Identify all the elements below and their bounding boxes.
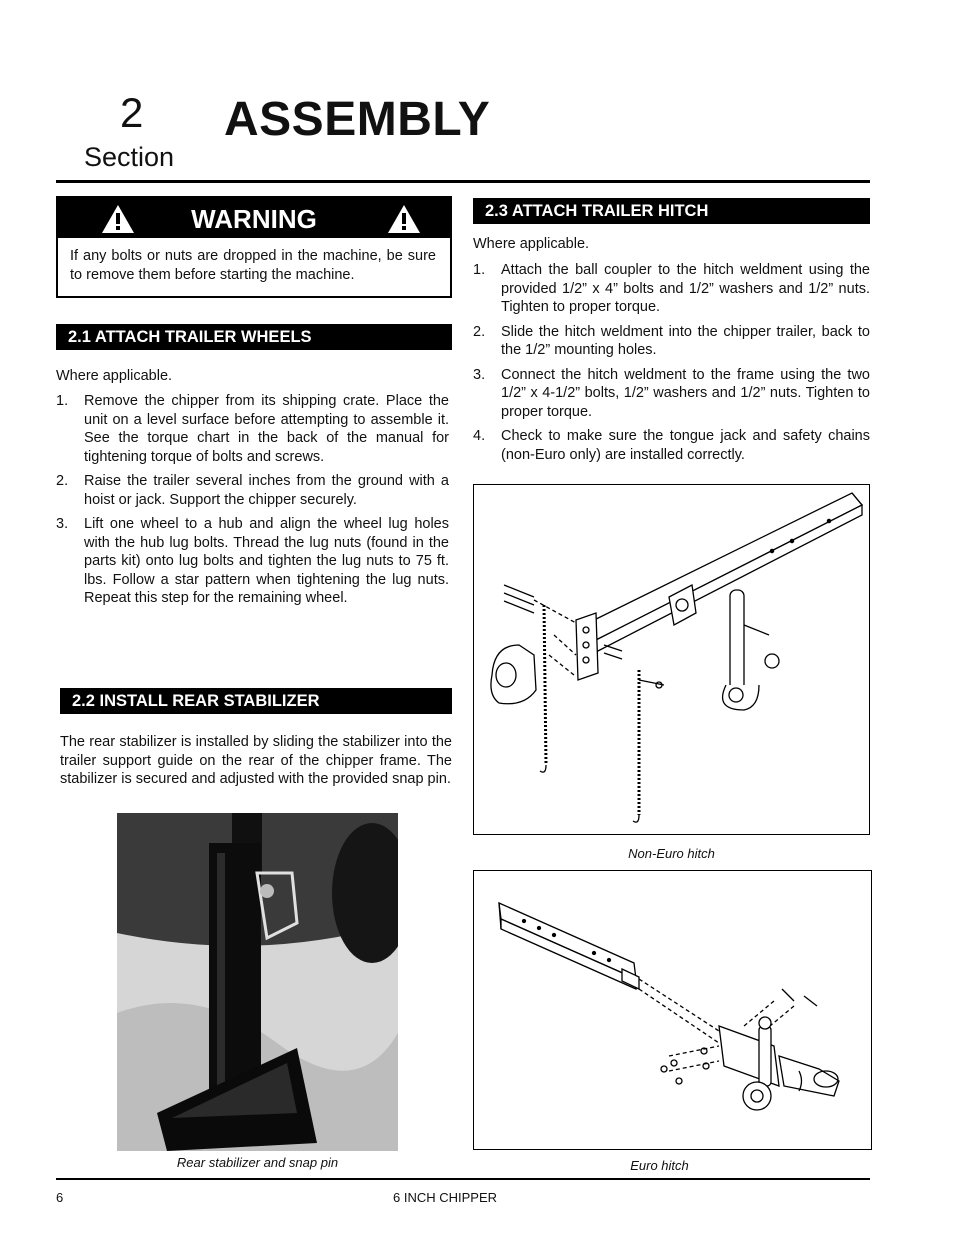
list-item: 3. Connect the hitch weldment to the frame using the two 1/2” x 4-1/2” bolts, 1/2” washers and 1/2” nuts. Tighten to proper torque. [473,366,870,420]
list-item: 1. Remove the chipper from its shipping crate. Place the unit on a level surface before attempting to assemble it. See the torque chart in the back of the manual for tightening torque of bolts and screws. [56,393,449,465]
euro-hitch-diagram [473,870,872,1150]
non-euro-hitch-diagram [473,484,870,835]
section-label: Section [84,142,175,172]
chapter-title: ASSEMBLY [224,93,491,146]
euro-hitch-caption: Euro hitch [630,1158,689,1173]
rear-stabilizer-caption: Rear stabilizer and snap pin [176,1155,339,1170]
section-2-1-intro: Where applicable. [56,368,173,384]
warning-label: WARNING [191,204,317,234]
list-item: 2. Raise the trailer several inches from the ground with a hoist or jack. Support the chipper securely. [56,473,449,508]
page-number: 6 [56,1190,64,1205]
list-item: 3. Lift one wheel to a hub and align the wheel lug holes with the hub lug bolts. Thread the lug nuts (found in the parts kit) onto lug bolts and tighten the lug nuts to 75 ft. lbs. Follow a star pattern when tightening the lug nuts. Repeat this step for the remaining wheel. [56,516,449,606]
header-rule [56,180,870,183]
non-euro-hitch-caption: Non-Euro hitch [628,846,715,861]
section-2-1-heading: 2.1 ATTACH TRAILER WHEELS [56,324,452,350]
footer-rule [56,1178,870,1180]
footer-product: 6 INCH CHIPPER [393,1190,498,1205]
list-item: 1. Attach the ball coupler to the hitch weldment using the provided 1/2” x 4” bolts and 1/2” washers and 1/2” nuts. Tighten to proper torque. [473,262,870,315]
section-2-3-intro: Where applicable. [473,236,590,252]
list-item: 4. Check to make sure the tongue jack and safety chains (non-Euro only) are installed correctly. [473,428,870,463]
section-2-2-text: The rear stabilizer is installed by sliding the stabilizer into the trailer support guide on the rear of the chipper frame. The stabilizer is secured and adjusted with the provided snap pin. [60,734,452,787]
rear-stabilizer-photo [117,813,398,1151]
warning-header [58,198,450,238]
list-item: 2. Slide the hitch weldment into the chipper trailer, back to the 1/2” mounting holes. [473,323,870,358]
warning-text: If any bolts or nuts are dropped in the machine, be sure to remove them before starting the machine. [70,248,436,283]
section-2-3-heading: 2.3 ATTACH TRAILER HITCH [473,198,870,224]
section-number: 2 [120,89,144,136]
section-2-2-heading: 2.2 INSTALL REAR STABILIZER [60,688,452,714]
warning-triangle-icon [386,203,422,235]
warning-box [56,196,452,298]
section-2-3-steps [473,261,870,470]
section-2-1-steps [56,392,449,614]
